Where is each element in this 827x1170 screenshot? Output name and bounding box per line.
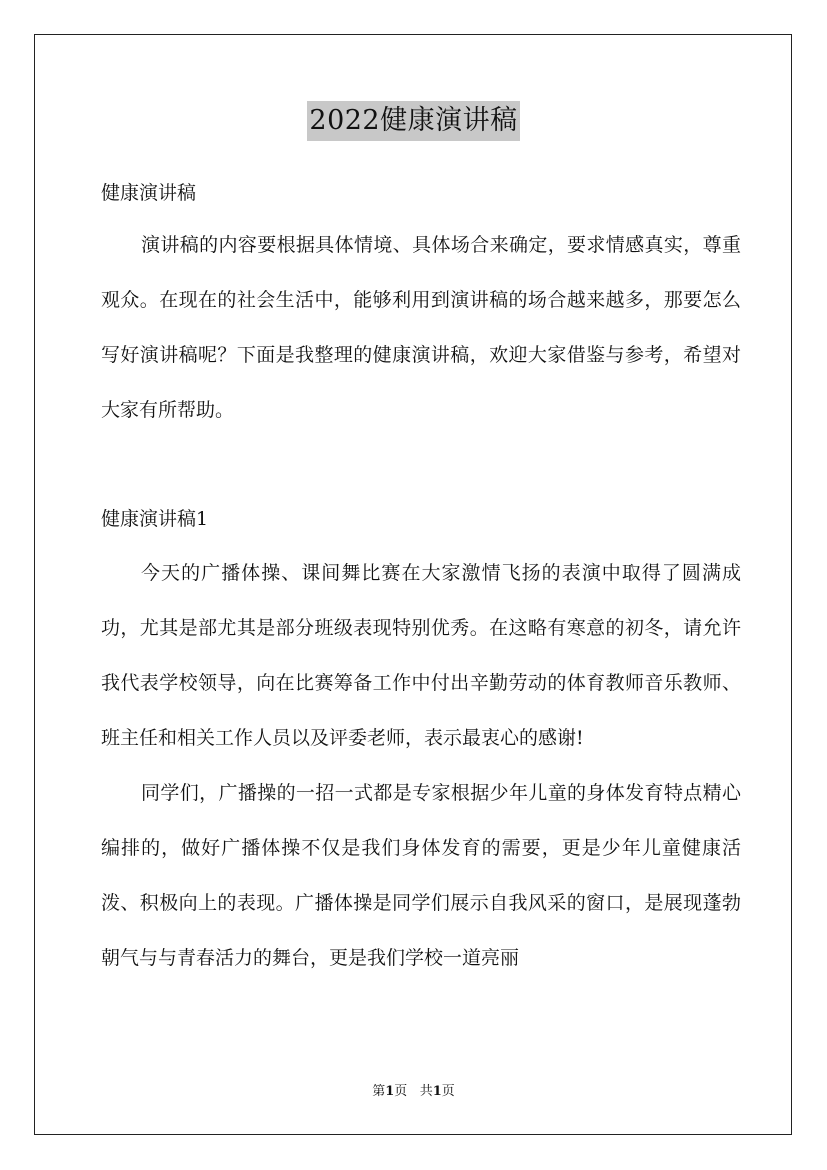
title-container [0,101,827,141]
document-title: 2022健康演讲稿 [307,101,519,141]
footer-page-current: 1 [385,1084,395,1099]
footer-total-prefix: 共 [419,1084,433,1099]
section1-body [101,546,741,986]
page-footer [0,1083,827,1101]
section1-heading: 健康演讲稿1 [101,508,209,530]
intro-paragraph: 演讲稿的内容要根据具体情境、具体场合来确定，要求情感真实，尊重观众。在现在的社会生活中，能够利用到演讲稿的场合越来越多，那要怎么写好演讲稿呢？下面是我整理的健康演讲稿，欢迎大家借鉴与参考，希望对大家有所帮助。 [101,234,741,421]
footer-total-suffix: 页 [441,1084,455,1099]
section1-paragraph-2: 同学们，广播操的一招一式都是专家根据少年儿童的身体发育特点精心编排的，做好广播体操不仅是我们身体发育的需要，更是少年儿童健康活泼、积极向上的表现。广播体操是同学们展示自我风采的窗口，是展现蓬勃朝气与与青春活力的舞台，更是我们学校一道亮丽 [101,782,741,969]
intro-paragraph-block [101,218,741,438]
footer-page-suffix: 页 [394,1084,408,1099]
footer-page-prefix: 第 [372,1084,386,1099]
footer-page-total: 1 [432,1084,442,1099]
section1-paragraph-1: 今天的广播体操、课间舞比赛在大家激情飞扬的表演中取得了圆满成功，尤其是部尤其是部分班级表现特别优秀。在这略有寒意的初冬，请允许我代表学校领导，向在比赛筹备工作中付出辛勤劳动的体育教师音乐教师、班主任和相关工作人员以及评委老师，表示最衷心的感谢! [101,562,741,749]
intro-heading: 健康演讲稿 [101,182,197,204]
